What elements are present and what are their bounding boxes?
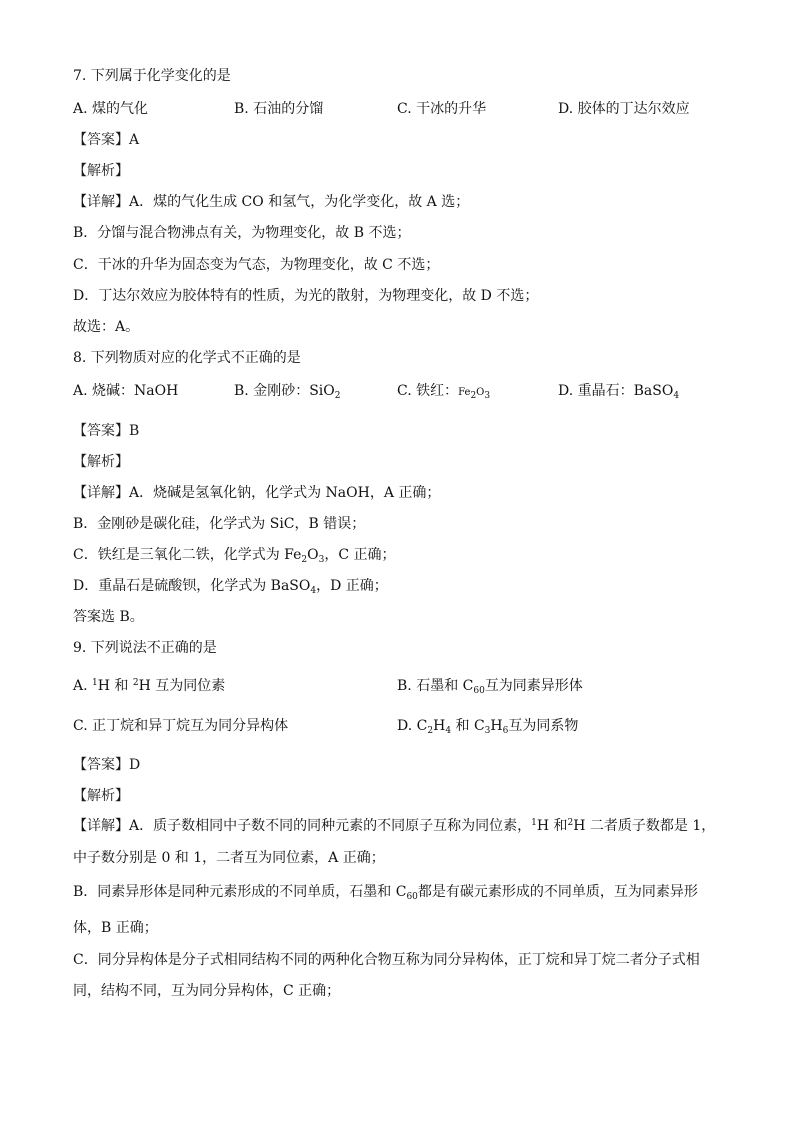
q9-option-a bbox=[73, 676, 225, 696]
q8-detail-c-tail: ，C 正确； bbox=[324, 547, 396, 563]
q7-answer: 【答案】A bbox=[73, 132, 140, 148]
q7-detail-b: B．分馏与混合物沸点有关，为物理变化，故 B 不选； bbox=[73, 225, 411, 241]
q9-detail-b-line-2: 体，B 正确； bbox=[73, 920, 158, 936]
q9-detail-a-h1: H 和 bbox=[536, 818, 568, 834]
q9-option-b-sub: 60 bbox=[473, 686, 485, 696]
q9-detail-a-line-1 bbox=[73, 816, 715, 836]
q9-detail-b-tail: 都是有碳元素形成的不同单质，互为同素异形 bbox=[417, 884, 698, 900]
q9-option-b bbox=[397, 676, 583, 696]
q8-option-d bbox=[558, 381, 679, 401]
q7-conclusion: 故选：A。 bbox=[73, 319, 140, 335]
q8-detail-d-tail: ，D 正确； bbox=[316, 578, 388, 594]
q8-option-a bbox=[73, 381, 178, 401]
q9-detail-a-sup-2: 2 bbox=[567, 818, 574, 828]
q8-detail-b: B．金刚砂是碳化硅，化学式为 SiC，B 错误； bbox=[73, 516, 366, 532]
q9-detail-c-line-1: C．同分异构体是分子式相同结构不同的两种化合物互称为同分异构体，正丁烷和异丁烷二者分子式相 bbox=[73, 952, 700, 968]
q7-stem: 7. 下列属于化学变化的是 bbox=[73, 68, 231, 84]
q8-detail-c-o: O bbox=[307, 547, 319, 563]
q8-stem: 8. 下列物质对应的化学式不正确的是 bbox=[73, 350, 301, 366]
q9-option-d-letter: D. bbox=[397, 718, 413, 734]
q9-answer: 【答案】D bbox=[73, 757, 141, 773]
q8-option-c-subscript-2: 3 bbox=[484, 391, 491, 401]
q8-option-c-label: C. 铁红： bbox=[397, 383, 459, 399]
q8-option-c-formula-o: O bbox=[476, 387, 485, 398]
q7-option-b: B. 石油的分馏 bbox=[234, 101, 324, 117]
q9-option-d-and: 和 C bbox=[455, 718, 485, 734]
q8-option-c-formula-fe: Fe bbox=[458, 387, 471, 398]
q8-detail-d-sub: 4 bbox=[310, 586, 317, 596]
q9-option-d-tail: 互为同系物 bbox=[508, 718, 579, 734]
q8-detail-c-text: C．铁红是三氧化二铁，化学式为 Fe bbox=[73, 547, 302, 563]
q9-detail-a-text: 【详解】A．质子数相同中子数不同的同种元素的不同原子互称为同位素， bbox=[73, 818, 532, 834]
q8-detail-d bbox=[73, 576, 388, 596]
q8-option-c-subscript-1: 2 bbox=[470, 391, 477, 401]
q9-detail-a-line-2: 中子数分别是 0 和 1，二者互为同位素，A 正确； bbox=[73, 850, 385, 866]
q8-detail-d-text: D．重晶石是硫酸钡，化学式为 BaSO bbox=[73, 578, 311, 594]
q8-option-b-label: B. 金刚砂： bbox=[234, 383, 310, 399]
q7-detail-c: C．干冰的升华为固态变为气态，为物理变化，故 C 不选； bbox=[73, 257, 440, 273]
q7-detail-d: D．丁达尔效应为胶体特有的性质，为光的散射，为物理变化，故 D 不选； bbox=[73, 288, 539, 304]
q9-option-d-sub-1: 2 bbox=[427, 726, 434, 736]
q9-option-d-sub-3: 3 bbox=[484, 726, 491, 736]
q8-detail-c bbox=[73, 545, 396, 565]
q8-detail-c-sub-2: 3 bbox=[318, 555, 325, 565]
q9-option-a-sup-2: 2 bbox=[132, 678, 139, 688]
q9-detail-a-sup-1: 1 bbox=[531, 818, 537, 828]
q8-conclusion: 答案选 B。 bbox=[73, 609, 144, 625]
q9-option-d-sub-4: 6 bbox=[502, 726, 509, 736]
q8-detail-a: 【详解】A．烧碱是氢氧化钠，化学式为 NaOH，A 正确； bbox=[73, 485, 441, 501]
q9-detail-b-line-1 bbox=[73, 882, 698, 902]
q8-option-d-label: D. 重晶石： bbox=[558, 383, 634, 399]
q9-detail-a-tail: H 二者质子数都是 1， bbox=[573, 818, 716, 834]
q7-option-c: C. 干冰的升华 bbox=[397, 101, 487, 117]
q8-option-d-formula: BaSO bbox=[633, 383, 674, 399]
q8-option-d-subscript: 4 bbox=[673, 391, 680, 401]
q7-analysis-label: 【解析】 bbox=[73, 163, 129, 179]
q9-option-d-h: H bbox=[433, 718, 446, 734]
q9-analysis-label: 【解析】 bbox=[73, 788, 129, 804]
q9-option-d-h2: H bbox=[490, 718, 503, 734]
q7-option-d: D. 胶体的丁达尔效应 bbox=[558, 101, 690, 117]
q9-option-a-sup-1: 1 bbox=[92, 678, 98, 688]
q9-option-a-text-1: H 和 bbox=[97, 678, 129, 694]
q8-option-c bbox=[397, 381, 490, 403]
q9-option-a-letter: A. bbox=[73, 678, 88, 694]
q7-option-a: A. 煤的气化 bbox=[73, 101, 149, 117]
q8-answer: 【答案】B bbox=[73, 423, 140, 439]
q8-option-a-formula: NaOH bbox=[134, 383, 179, 399]
q9-detail-b-sub: 60 bbox=[406, 892, 418, 902]
q9-detail-c-line-2: 同，结构不同，互为同分异构体，C 正确； bbox=[73, 983, 341, 999]
q9-option-b-text: B. 石墨和 C bbox=[397, 678, 474, 694]
q8-detail-c-sub-1: 2 bbox=[301, 555, 308, 565]
q8-option-b bbox=[234, 381, 340, 401]
q8-option-a-label: A. 烧碱： bbox=[73, 383, 135, 399]
q9-option-d bbox=[397, 716, 578, 736]
q9-option-b-tail: 互为同素异形体 bbox=[484, 678, 583, 694]
q7-detail-a: 【详解】A．煤的气化生成 CO 和氢气，为化学变化，故 A 选； bbox=[73, 194, 470, 210]
q8-option-b-subscript: 2 bbox=[334, 391, 341, 401]
q8-analysis-label: 【解析】 bbox=[73, 454, 129, 470]
q9-detail-b-text: B．同素异形体是同种元素形成的不同单质，石墨和 C bbox=[73, 884, 407, 900]
q8-option-b-formula: SiO bbox=[309, 383, 335, 399]
q9-option-c: C. 正丁烷和异丁烷互为同分异构体 bbox=[73, 718, 289, 734]
q9-option-d-sub-2: 4 bbox=[445, 726, 452, 736]
q9-option-a-text-2: H 互为同位素 bbox=[138, 678, 226, 694]
q9-stem: 9. 下列说法不正确的是 bbox=[73, 640, 217, 656]
q9-option-d-c: C bbox=[416, 718, 428, 734]
